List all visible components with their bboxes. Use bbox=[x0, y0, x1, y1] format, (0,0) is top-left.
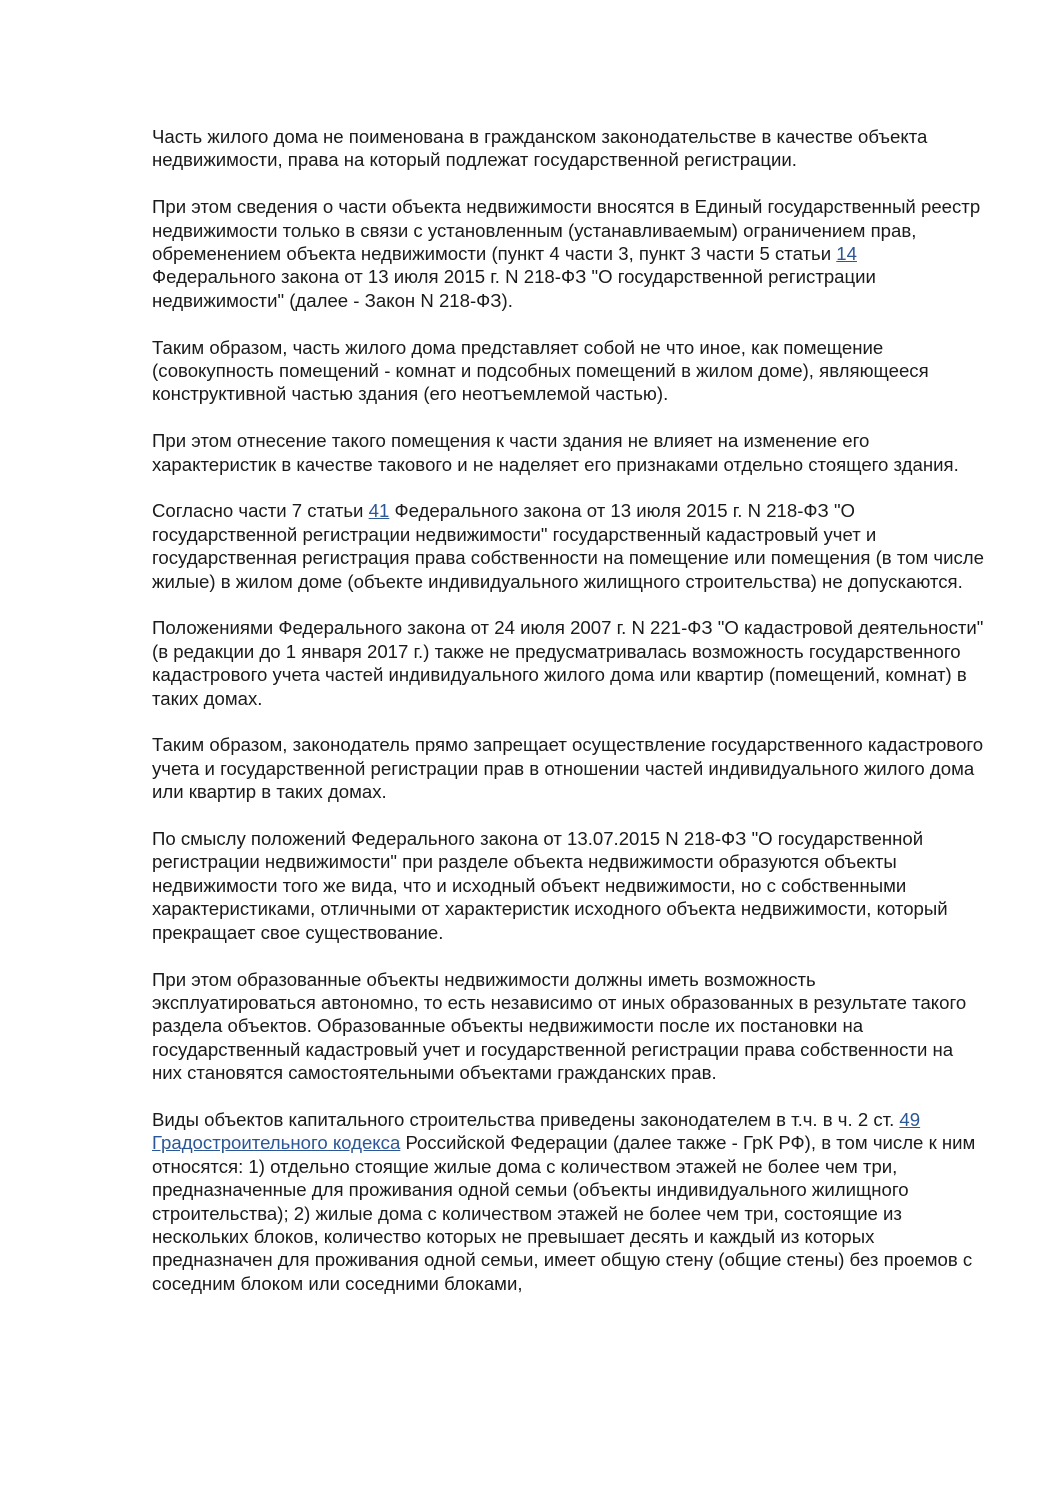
paragraph-3-text: Таким образом, часть жилого дома представляет собой не что иное, как помещение (совокупность помещений - комнат и подсобных помещений в жилом доме), являющееся конструктивной частью здания (его неотъемлемой частью). bbox=[152, 336, 929, 405]
paragraph-9 bbox=[152, 968, 984, 1085]
paragraph-3 bbox=[152, 336, 984, 406]
paragraph-6 bbox=[152, 616, 984, 710]
paragraph-4-text: При этом отнесение такого помещения к части здания не влияет на изменение его характеристик в качестве таковoго и не наделяет его признаками отдельно стоящего здания. bbox=[152, 430, 959, 475]
paragraph-7 bbox=[152, 733, 984, 803]
paragraph-1 bbox=[152, 125, 984, 172]
paragraph-6-text: Положениями Федерального закона от 24 июля 2007 г. N 221-ФЗ "О кадастровой деятельности" (в редакции до 1 января 2017 г.) также не предусматривалась возможность государственного кадастрового учета частей индивидуального жилого дома или квартир (помещений, комнат) в таких домах. bbox=[152, 617, 984, 709]
paragraph-1-text: Часть жилого дома не поименована в гражданском законодательстве в качестве объекта недвижимости, права на который подлежат государственной регистрации. bbox=[152, 126, 928, 171]
paragraph-2 bbox=[152, 195, 984, 312]
paragraph-10 bbox=[152, 1108, 984, 1295]
paragraph-2-text-before: При этом сведения о части объекта недвижимости вносятся в Единый государственный реестр недвижимости только в связи с установленным (устанавливаемым) ограничением прав, обременением объекта недвижимости (пункт 4 части 3, пункт 3 части 5 статьи bbox=[152, 196, 981, 265]
document-body bbox=[152, 125, 984, 1295]
paragraph-9-text: При этом образованные объекты недвижимости должны иметь возможность эксплуатироваться автономно, то есть независимо от иных образованных в результате такого раздела объектов. Образованные объекты недвижимости после их постановки на государственный кадастровый учет и государственной регистрации права собственности на них становятся самостоятельными объектами гражданских прав. bbox=[152, 968, 967, 1084]
paragraph-10-text-after: Российской Федерации (далее также - ГрК РФ), в том числе к ним относятся: 1) отдельно стоящие жилые дома с количеством этажей не более чем три, предназначенные для проживания одной семьи (объекты индивидуального жилищного строительства); 2) жилые дома с количеством этажей не более чем три, состоящие из нескольких блоков, количество которых не превышает десять и каждый из которых предназначен для проживания одной семьи, имеет общую стену (общие стены) без проемов с соседним блоком или соседними блоками, bbox=[152, 1132, 976, 1294]
paragraph-5-text-before: Согласно части 7 статьи bbox=[152, 500, 369, 522]
paragraph-10-text-before: Виды объектов капитального строительства приведены законодателем в т.ч. в ч. 2 ст. bbox=[152, 1108, 900, 1130]
paragraph-7-text: Таким образом, законодатель прямо запрещает осуществление государственного кадастрового учета и государственной регистрации прав в отношении частей индивидуального жилого дома или квартир в таких домах. bbox=[152, 734, 984, 803]
paragraph-8-text: По смыслу положений Федерального закона от 13.07.2015 N 218-ФЗ "О государственной регистрации недвижимости" при разделе объекта недвижимости образуются объекты недвижимости того же вида, что и исходный объект недвижимости, но с собственными характеристиками, отличными от характеристик исходного объекта недвижимости, который прекращает свое существование. bbox=[152, 828, 948, 943]
paragraph-5 bbox=[152, 499, 984, 593]
paragraph-4 bbox=[152, 429, 984, 476]
paragraph-5-text-after: Федерального закона от 13 июля 2015 г. N 218-ФЗ "О государственной регистрации недвижимости" государственный кадастровый учет и государственная регистрация права собственности на помещение или помещения (в том числе жилые) в жилом доме (объекте индивидуального жилищного строительства) не допускаются. bbox=[152, 500, 984, 592]
paragraph-2-text-after: Федерального закона от 13 июля 2015 г. N 218-ФЗ "О государственной регистрации недвижимости" (далее - Закон N 218-ФЗ). bbox=[152, 266, 876, 311]
article-14-link[interactable]: 14 bbox=[836, 243, 857, 265]
gradostroitelny-kodeks-49-link[interactable]: 49 Градостроительного кодекса bbox=[152, 1108, 921, 1154]
article-41-link[interactable]: 41 bbox=[368, 500, 390, 522]
paragraph-8 bbox=[152, 827, 984, 944]
